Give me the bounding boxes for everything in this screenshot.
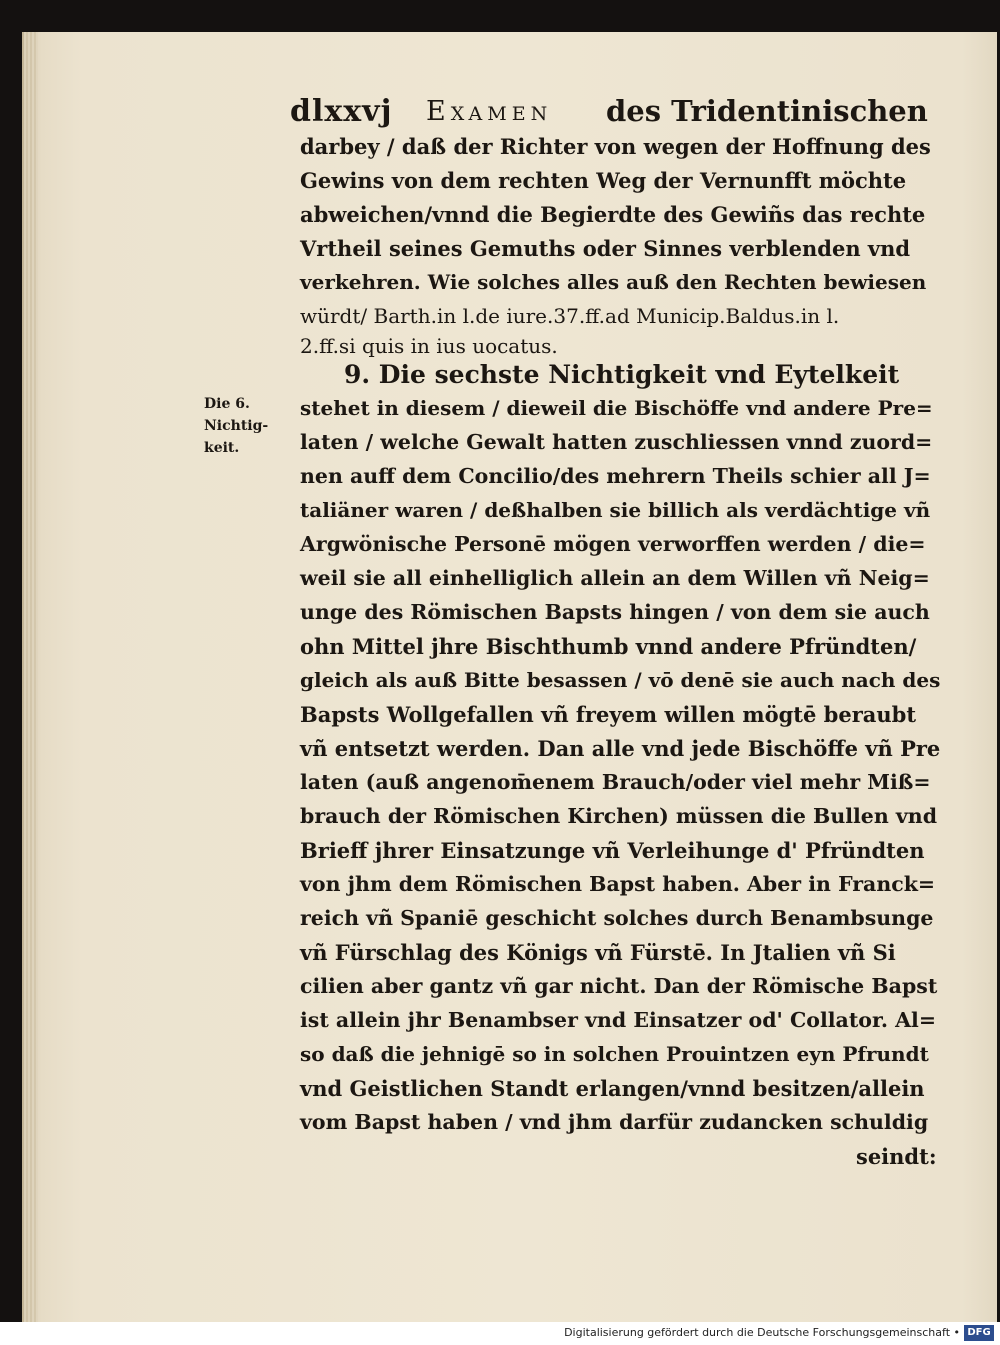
margin-note <box>204 393 288 459</box>
text-line: unge des Römischen Bapsts hingen / von dem sie auch <box>300 600 930 624</box>
text-line: stehet in diesem / dieweil die Bischöffe vnd andere Pre= <box>300 396 933 420</box>
catchword: seindt: <box>856 1144 937 1169</box>
text-line: laten / welche Gewalt hatten zuschliessen vnnd zuord= <box>300 430 933 454</box>
footer-bar <box>0 1322 1000 1345</box>
margin-note-line: Die 6. <box>204 396 250 412</box>
text-line: vñ Fürschlag des Königs vñ Fürstē. In Jtalien vñ Si <box>300 940 896 965</box>
text-line: taliäner waren / deßhalben sie billich als verdächtige vñ <box>300 498 931 522</box>
text-line: ist allein jhr Benambser vnd Einsatzer od' Collator. Al= <box>300 1008 937 1032</box>
margin-note-line: Nichtig- <box>204 418 269 434</box>
folio-number: dlxxvj <box>290 94 393 129</box>
text-line: abweichen/vnnd die Begierdte des Gewiñs das rechte <box>300 202 926 227</box>
text-line: vñ entsetzt werden. Dan alle vnd jede Bischöffe vñ Pre <box>300 736 941 761</box>
text-line: so daß die jehnigē so in solchen Prouintzen eyn Pfrundt <box>300 1042 929 1066</box>
text-line: Bapsts Wollgefallen vñ freyem willen mögtē beraubt <box>300 702 917 727</box>
section-heading: 9. Die sechste Nichtigkeit vnd Eytelkeit <box>344 360 900 389</box>
funding-credit: Digitalisierung gefördert durch die Deutsche Forschungsgemeinschaft • <box>564 1326 960 1339</box>
text-line: von jhm dem Römischen Bapst haben. Aber in Franck= <box>300 872 936 896</box>
text-line: würdt/ Barth.in l.de iure.37.ff.ad Municip.Baldus.in l. <box>300 304 840 328</box>
text-line: vom Bapst haben / vnd jhm darfür zudancken schuldig <box>300 1110 929 1134</box>
running-title-continued: des Tridentinischen <box>606 94 928 128</box>
text-line: Gewins von dem rechten Weg der Vernunfft möchte <box>300 168 907 193</box>
text-line: Argwönische Personē mögen verworffen werden / die= <box>300 532 926 556</box>
text-line: nen auff dem Concilio/des mehrern Theils schier all J= <box>300 464 931 488</box>
dfg-logo-icon: DFG <box>964 1325 994 1341</box>
page-edge <box>22 32 38 1322</box>
text-line: ohn Mittel jhre Bischthumb vnnd andere Pfründten/ <box>300 634 917 659</box>
text-line: gleich als auß Bitte besassen / vō denē sie auch nach des <box>300 668 941 692</box>
text-line: 2.ff.si quis in ius uocatus. <box>300 334 558 358</box>
text-line: weil sie all einhelliglich allein an dem Willen vñ Neig= <box>300 566 930 590</box>
margin-note-line: keit. <box>204 440 240 456</box>
text-line: brauch der Römischen Kirchen) müssen die Bullen vnd <box>300 804 938 828</box>
text-line: laten (auß angenom̄enem Brauch/oder viel mehr Miß= <box>300 770 931 794</box>
text-line: reich vñ Spaniē geschicht solches durch Benambsunge <box>300 906 934 930</box>
text-line: darbey / daß der Richter von wegen der Hoffnung des <box>300 134 931 159</box>
running-title: Examen <box>426 96 553 127</box>
text-line: cilien aber gantz vñ gar nicht. Dan der Römische Bapst <box>300 974 938 998</box>
text-line: vnd Geistlichen Standt erlangen/vnnd besitzen/allein <box>300 1076 925 1101</box>
text-line: Vrtheil seines Gemuths oder Sinnes verblenden vnd <box>300 236 911 261</box>
text-line: verkehren. Wie solches alles auß den Rechten bewiesen <box>300 270 927 294</box>
text-line: Brieff jhrer Einsatzunge vñ Verleihunge d' Pfründten <box>300 838 925 863</box>
